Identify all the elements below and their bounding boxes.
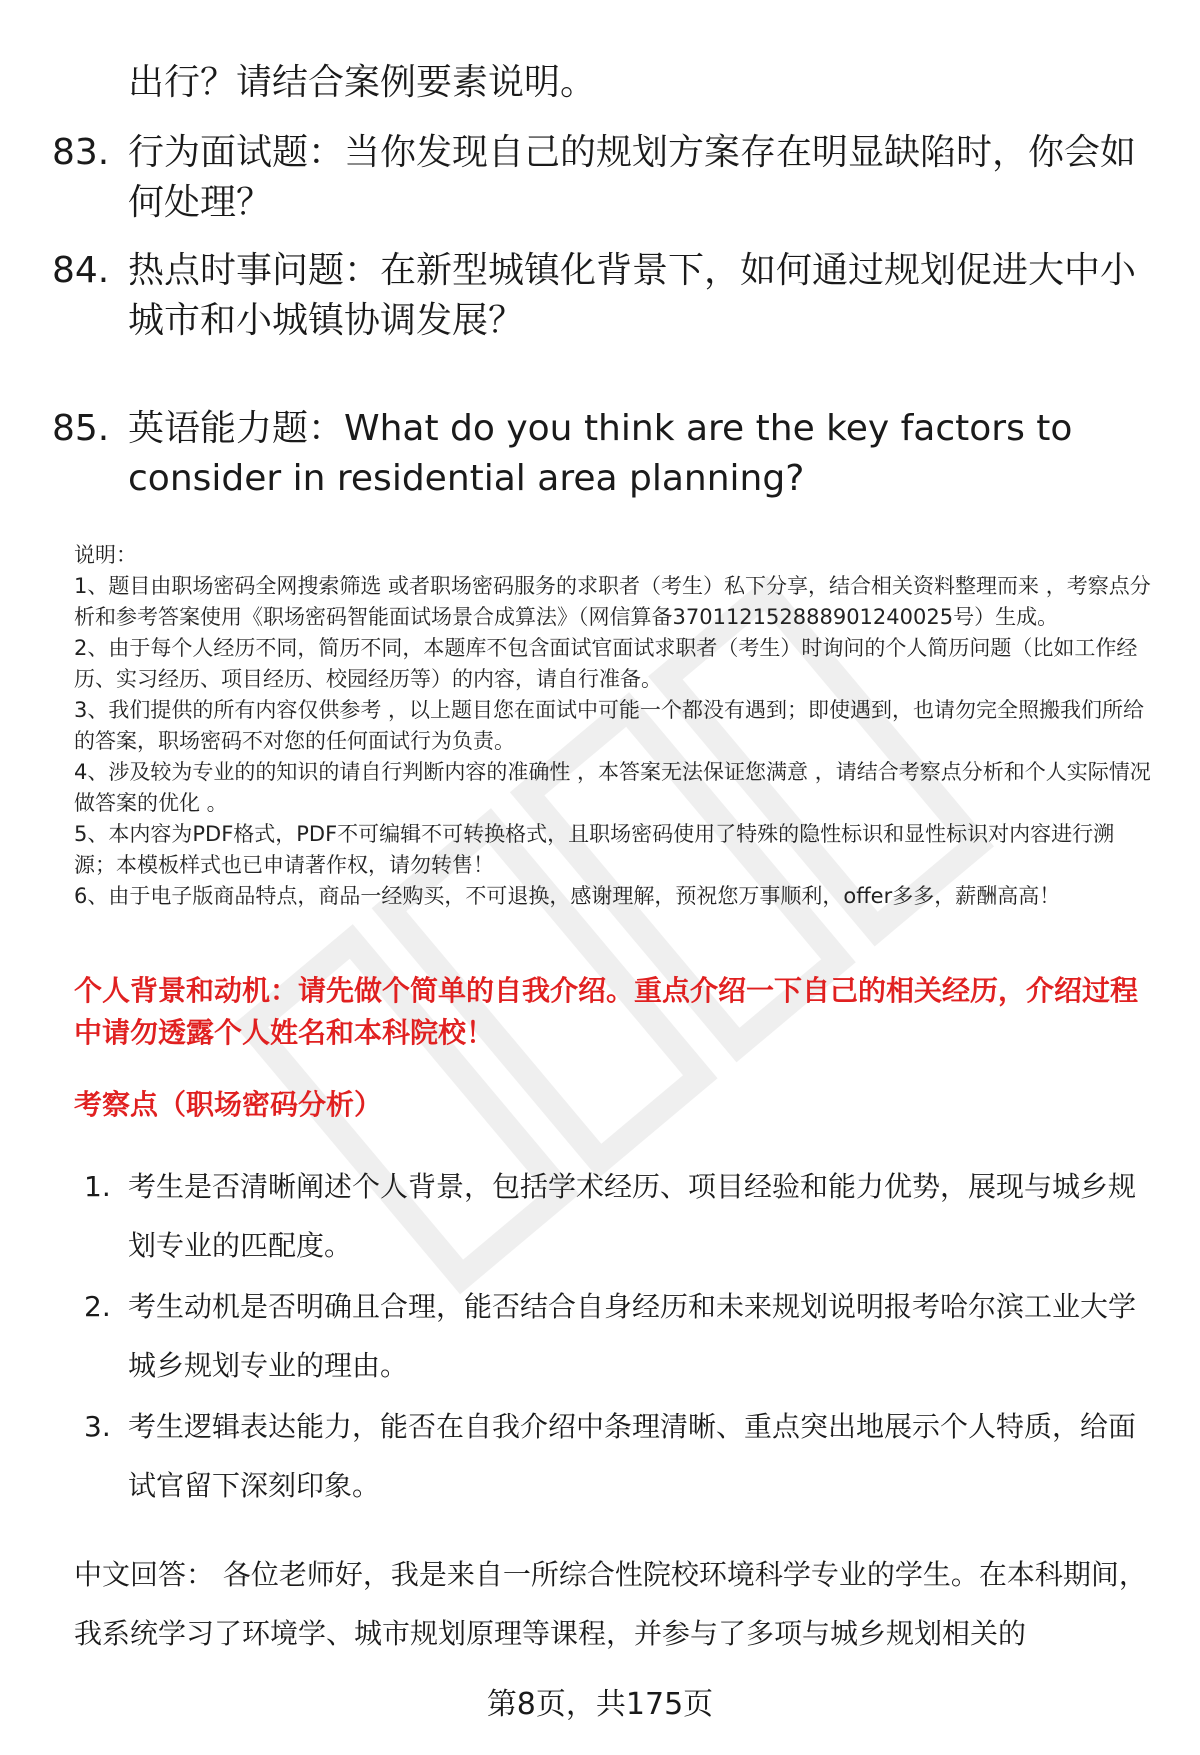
note-item: 1、题目由职场密码全网搜索筛选 或者职场密码服务的求职者（考生）私下分享，结合相关资料整理而来 ，考察点分析和参考答案使用《职场密码智能面试场景合成算法》（网信算备370112152888901240025号）生成。 <box>74 574 1151 629</box>
note-item: 3、我们提供的所有内容仅供参考 ，以上题目您在面试中可能一个都没有遇到；即使遇到，也请勿完全照搬我们所给的答案，职场密码不对您的任何面试行为负责。 <box>74 698 1145 753</box>
disclaimer-notes <box>74 540 1154 912</box>
list-item <box>84 1157 1154 1275</box>
notes-title: 说明： <box>74 543 137 567</box>
list-item <box>84 1277 1154 1395</box>
point-number: 3. <box>84 1410 111 1443</box>
point-text: 考生逻辑表达能力，能否在自我介绍中条理清晰、重点突出地展示个人特质，给面试官留下深刻印象。 <box>128 1410 1137 1502</box>
page-number: 第8页，共175页 <box>486 1687 714 1722</box>
point-number: 1. <box>84 1170 111 1203</box>
analysis-heading: 考察点（职场密码分析） <box>74 1088 383 1121</box>
point-text: 考生是否清晰阐述个人背景，包括学术经历、项目经验和能力优势，展现与城乡规划专业的匹配度。 <box>128 1170 1137 1262</box>
question-85 <box>52 404 1142 504</box>
note-item: 2、由于每个人经历不同，简历不同，本题库不包含面试官面试求职者（考生）时询问的个人简历问题（比如工作经历、实习经历、项目经历、校园经历等）的内容，请自行准备。 <box>74 636 1138 691</box>
question-number: 85. <box>52 408 110 449</box>
question-83 <box>52 128 1142 228</box>
question-text: 行为面试题：当你发现自己的规划方案存在明显缺陷时，你会如何处理？ <box>128 132 1137 223</box>
list-item <box>84 1397 1154 1515</box>
note-item: 4、涉及较为专业的的知识的请自行判断内容的准确性 ，本答案无法保证您满意 ，请结合考察点分析和个人实际情况做答案的优化 。 <box>74 760 1151 815</box>
question-number: 83. <box>52 132 110 173</box>
question-continuation: 出行？请结合案例要素说明。 <box>128 62 597 103</box>
question-text: 英语能力题：What do you think are the key factors to consider in residential area planning? <box>128 408 1073 499</box>
question-text: 热点时事问题：在新型城镇化背景下，如何通过规划促进大中小城市和小城镇协调发展？ <box>128 250 1137 341</box>
chinese-answer: 中文回答： 各位老师好，我是来自一所综合性院校环境科学专业的学生。在本科期间，我系统学习了环境学、城市规划原理等课程，并参与了多项与城乡规划相关的 <box>74 1558 1147 1650</box>
note-item: 5、本内容为PDF格式，PDF不可编辑不可转换格式，且职场密码使用了特殊的隐性标识和显性标识对内容进行溯源；本模板样式也已申请著作权，请勿转售！ <box>74 822 1115 877</box>
point-text: 考生动机是否明确且合理，能否结合自身经历和未来规划说明报考哈尔滨工业大学城乡规划专业的理由。 <box>128 1290 1137 1382</box>
analysis-points <box>84 1157 1154 1517</box>
question-number: 84. <box>52 250 110 291</box>
question-84 <box>52 246 1142 346</box>
point-number: 2. <box>84 1290 111 1323</box>
main-question: 个人背景和动机：请先做个简单的自我介绍。重点介绍一下自己的相关经历，介绍过程中请勿透露个人姓名和本科院校！ <box>74 974 1139 1049</box>
note-item: 6、由于电子版商品特点，商品一经购买，不可退换，感谢理解，预祝您万事顺利，offer多多，薪酬高高！ <box>74 884 1061 908</box>
